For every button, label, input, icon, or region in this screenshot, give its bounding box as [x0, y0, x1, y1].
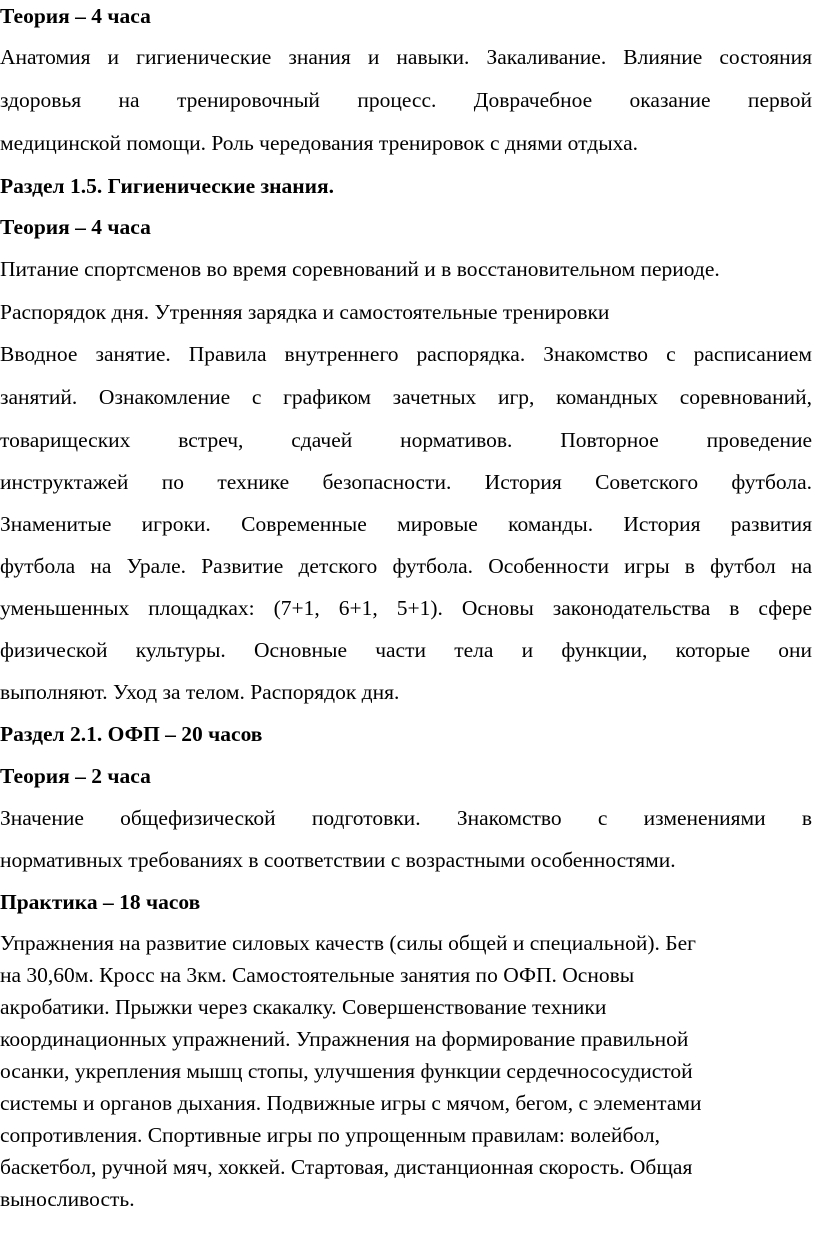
paragraph-line: Анатомия и гигиенические знания и навыки. Закаливание. Влияние состояния — [0, 45, 812, 69]
paragraph-line: координационных упражнений. Упражнения на формирование правильной — [0, 1027, 689, 1051]
paragraph-line: осанки, укрепления мышц стопы, улучшения функции сердечнососудистой — [0, 1059, 693, 1083]
paragraph-line: Распорядок дня. Утренняя зарядка и самостоятельные тренировки — [0, 300, 610, 324]
paragraph-line: физической культуры. Основные части тела и функции, которые они — [0, 638, 812, 662]
paragraph-line: выносливость. — [0, 1187, 135, 1211]
paragraph-line: системы и органов дыхания. Подвижные игры с мячом, бегом, с элементами — [0, 1091, 702, 1115]
paragraph-line: занятий. Ознакомление с графиком зачетных игр, командных соревнований, — [0, 385, 812, 409]
paragraph-line: на 30,60м. Кросс на 3км. Самостоятельные занятия по ОФП. Основы — [0, 963, 635, 987]
paragraph-line: нормативных требованиях в соответствии с возрастными особенностями. — [0, 848, 676, 872]
paragraph-line: Значение общефизической подготовки. Знакомство с изменениями в — [0, 806, 812, 830]
paragraph-line: Вводное занятие. Правила внутреннего распорядка. Знакомство с расписанием — [0, 342, 812, 366]
paragraph-line: Упражнения на развитие силовых качеств (силы общей и специальной). Бег — [0, 931, 696, 955]
paragraph-line: уменьшенных площадках: (7+1, 6+1, 5+1). Основы законодательства в сфере — [0, 596, 812, 620]
heading-theory-2h: Теория – 2 часа — [0, 764, 151, 788]
paragraph-line: акробатики. Прыжки через скакалку. Совершенствование техники — [0, 995, 607, 1019]
paragraph-line: здоровья на тренировочный процесс. Доврачебное оказание первой — [0, 88, 812, 112]
section-heading-2-1: Раздел 2.1. ОФП – 20 часов — [0, 722, 263, 746]
section-heading-1-5: Раздел 1.5. Гигиенические знания. — [0, 174, 335, 198]
paragraph-line: товарищеских встреч, сдачей нормативов. Повторное проведение — [0, 428, 812, 452]
paragraph-line: инструктажей по технике безопасности. История Советского футбола. — [0, 470, 812, 494]
paragraph-line: сопротивления. Спортивные игры по упрощенным правилам: волейбол, — [0, 1123, 660, 1147]
paragraph-line: баскетбол, ручной мяч, хоккей. Стартовая, дистанционная скорость. Общая — [0, 1155, 693, 1179]
heading-theory-4h: Теория – 4 часа — [0, 215, 151, 239]
paragraph-line: Знаменитые игроки. Современные мировые команды. История развития — [0, 512, 812, 536]
paragraph-line: выполняют. Уход за телом. Распорядок дня. — [0, 680, 400, 704]
paragraph-line: Питание спортсменов во время соревнований и в восстановительном периоде. — [0, 257, 720, 281]
heading-theory-4h: Теория – 4 часа — [0, 4, 151, 28]
paragraph-line: футбола на Урале. Развитие детского футбола. Особенности игры в футбол на — [0, 554, 812, 578]
paragraph-line: медицинской помощи. Роль чередования тренировок с днями отдыха. — [0, 131, 639, 155]
heading-practice-18h: Практика – 18 часов — [0, 890, 201, 914]
